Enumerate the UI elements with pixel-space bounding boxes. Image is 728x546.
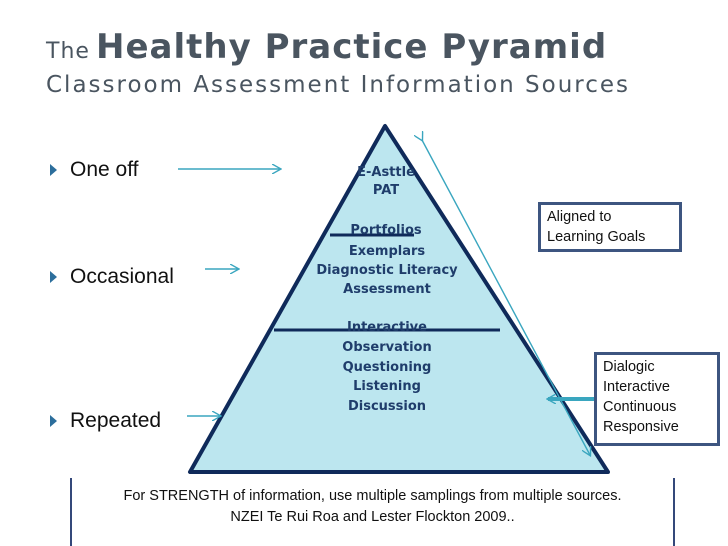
pyramid-text-diagnostic-literacy: Diagnostic Literacy (316, 263, 458, 278)
bullet-label: Occasional (70, 265, 174, 288)
title-prefix: The (46, 39, 90, 64)
pyramid-text-interactive: Interactive (347, 320, 427, 335)
aligned-goals-box (538, 202, 682, 252)
dialogic-box-line: Interactive (603, 379, 670, 395)
pyramid-text-e-asttle: E-Asttle (357, 165, 415, 180)
pyramid-text-assessment: Assessment (343, 282, 431, 297)
footer-line2: NZEI Te Rui Roa and Lester Flockton 2009.. (230, 509, 515, 525)
pyramid-text-observation: Observation (342, 340, 432, 355)
pyramid-text-exemplars: Exemplars (348, 244, 426, 259)
pyramid-text-discussion: Discussion (347, 399, 427, 414)
bullet-label: Repeated (70, 409, 162, 432)
footer-note (70, 478, 675, 546)
dialogic-box-line: Dialogic (603, 359, 655, 375)
dialogic-box (594, 352, 720, 446)
title-subtitle: Classroom Assessment Information Sources (46, 72, 631, 98)
pyramid-text-pat: PAT (372, 183, 400, 198)
aligned-box-line: Learning Goals (547, 229, 646, 245)
pyramid-text-portfolios: Portfolios (350, 223, 422, 238)
dialogic-box-line: Responsive (603, 419, 679, 435)
aligned-box-line: Aligned to (547, 209, 612, 225)
footer-line1: For STRENGTH of information, use multiple samplings from multiple sources. (123, 488, 622, 504)
pyramid-text-questioning: Questioning (342, 360, 432, 375)
title-main: Healthy Practice Pyramid (96, 27, 608, 67)
dialogic-box-line: Continuous (603, 399, 677, 415)
pyramid-text-listening: Listening (353, 379, 421, 394)
bullet-label: One off (70, 158, 139, 181)
